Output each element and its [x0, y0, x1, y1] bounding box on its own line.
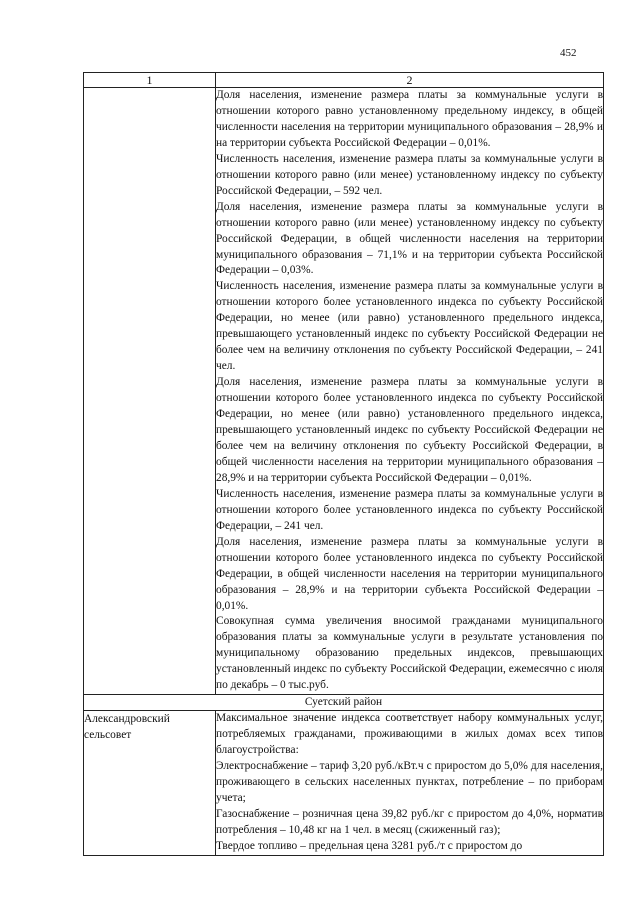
header-col-1: 1 — [84, 73, 216, 88]
paragraph: Численность населения, изменение размера платы за коммунальные услуги в отношении которого равно (или менее) установленному индексу по субъекту Российской Федерации, – 592 чел. — [216, 152, 603, 197]
paragraph: Твердое топливо – предельная цена 3281 руб./т с приростом до — [216, 839, 523, 852]
document-table — [83, 72, 604, 856]
paragraph: Доля населения, изменение размера платы за коммунальные услуги в отношении которого более установленного индекса по субъекту Российской Федерации, в общей численности населения на территории муниципального образования – 28,9% и на территории субъекта Российской Федерации – 0,01%. — [216, 535, 603, 612]
paragraph: Доля населения, изменение размера платы за коммунальные услуги в отношении которого равно установленному предельному индексу, в общей численности населения на территории муниципального образования – 28,9% и на территории субъекта Российской Федерации – 0,01%. — [216, 89, 603, 149]
paragraph: Численность населения, изменение размера платы за коммунальные услуги в отношении которого более установленного индекса по субъекту Российской Федерации, но менее (или равно) установленного предельного индекса, превышающего установленный индекс по субъекту Российской Федерации не более чем на величину отклонения по субъекту Российской Федерации, – 241 чел. — [216, 280, 603, 373]
region-title: Суетский район — [84, 695, 604, 711]
paragraph: Газоснабжение – розничная цена 39,82 руб./кг с приростом до 4,0%, норматив потребления – 10,48 кг на 1 чел. в месяц (сжиженный газ); — [216, 807, 603, 836]
paragraph: Доля населения, изменение размера платы за коммунальные услуги в отношении которого более установленного индекса по субъекту Российской Федерации, но менее (или равно) установленного предельного индекса, превышающего установленный индекс по субъекту Российской Федерации не более чем на величину отклонения по субъекту Российской Федерации, в общей численности населения на территории муниципального образования – 28,9% и на территории субъекта Российской Федерации – 0,01%. — [216, 376, 603, 484]
paragraph: Совокупная сумма увеличения вносимой гражданами муниципального образования платы за коммунальные услуги в результате установления по муниципальному образованию предельных индексов, превышающих установленный индекс по субъекту Российской Федерации, ежемесячно с июля по декабрь – 0 тыс.руб. — [216, 615, 603, 692]
row1-col1 — [84, 88, 216, 695]
header-col-2: 2 — [216, 73, 604, 88]
table-row — [84, 88, 604, 695]
paragraph: Максимальное значение индекса соответствует набору коммунальных услуг, потребляемых гражданами, проживающими в жилых домах всех типов благоустройства: — [216, 712, 603, 757]
paragraph: Электроснабжение – тариф 3,20 руб./кВт.ч с приростом до 5,0% для населения, проживающего в сельских населенных пунктах, потребление – по приборам учета; — [216, 760, 603, 804]
page-number: 452 — [560, 47, 577, 59]
region-row — [84, 695, 604, 711]
paragraph: Доля населения, изменение размера платы за коммунальные услуги в отношении которого равно (или менее) установленному индексу по субъекту Российской Федерации, в общей численности населения на территории муниципального образования – 71,1% и на территории субъекта Российской Федерации – 0,03%. — [216, 200, 603, 277]
paragraph: Численность населения, изменение размера платы за коммунальные услуги в отношении которого более установленного индекса по субъекту Российской Федерации, – 241 чел. — [216, 487, 603, 532]
municipality-name: Александровский сельсовет — [84, 711, 216, 856]
table-row — [84, 711, 604, 856]
row2-col2 — [216, 711, 604, 856]
table-header-row — [84, 73, 604, 88]
row1-col2 — [216, 88, 604, 695]
